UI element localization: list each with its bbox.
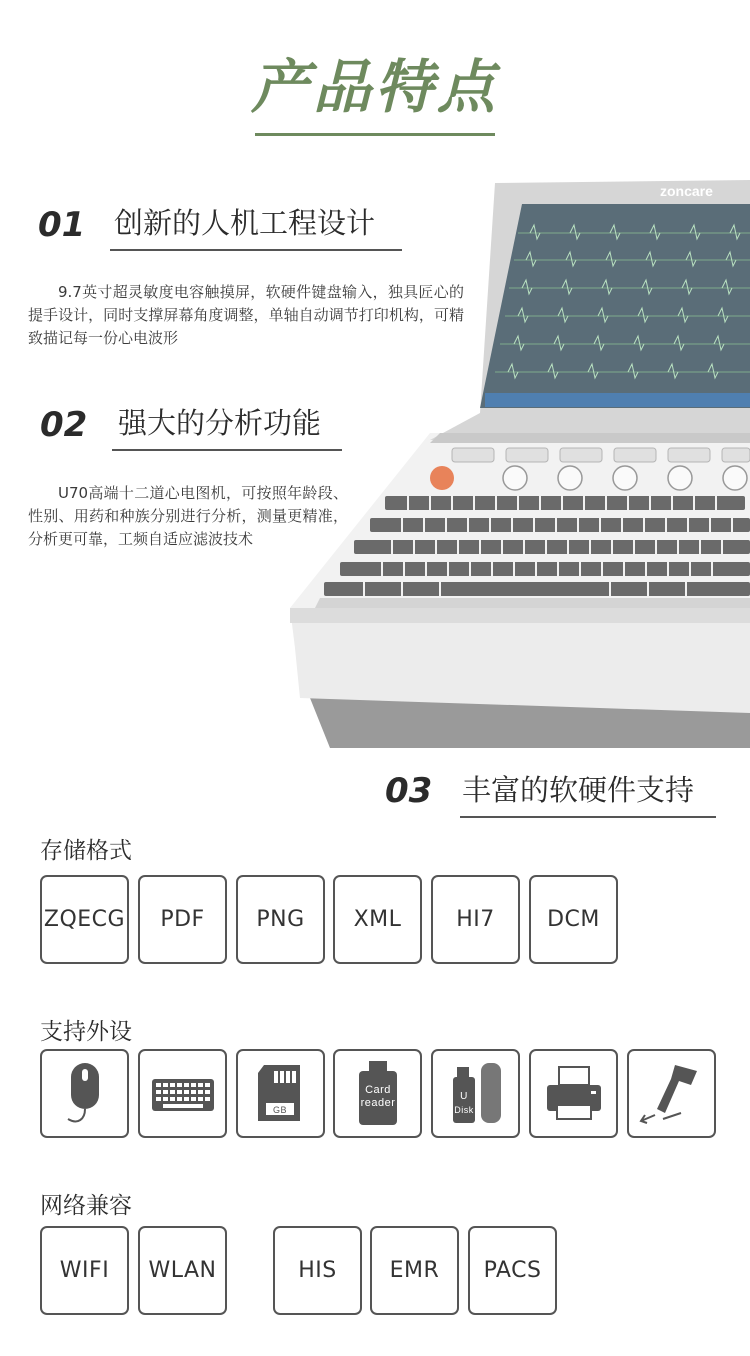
title-underline	[255, 133, 495, 136]
ecg-device-image	[290, 178, 750, 748]
card-reader-icon	[333, 1049, 422, 1138]
network-badge: HIS	[273, 1226, 362, 1315]
feature-underline	[110, 249, 402, 251]
sd-card-label: GB	[272, 1104, 287, 1115]
mouse-icon	[40, 1049, 129, 1138]
feature-number: 02	[40, 405, 88, 445]
feature-title: 丰富的软硬件支持	[462, 773, 695, 807]
feature-description: 9.7英寸超灵敏度电容触摸屏，软硬件键盘输入，独具匠心的提手设计，同时支撑屏幕角度调整，单轴自动调节打印机构，可精致描记每一份心电波形	[28, 283, 464, 347]
printer-icon	[529, 1049, 618, 1138]
feature-title: 创新的人机工程设计	[114, 206, 376, 240]
page-title: 产品特点	[250, 53, 499, 121]
usb-disk-icon	[431, 1049, 520, 1138]
svg-text:reader: reader	[360, 1096, 395, 1109]
feature-title: 强大的分析功能	[118, 406, 322, 440]
feature-underline	[112, 449, 342, 451]
feature-number: 01	[38, 205, 86, 245]
format-badge: DCM	[529, 875, 618, 964]
usb-disk-label: U	[459, 1090, 468, 1102]
network-badge: PACS	[468, 1226, 557, 1315]
feature-underline	[460, 816, 716, 818]
format-badge: PDF	[138, 875, 227, 964]
network-badge: WLAN	[138, 1226, 227, 1315]
feature-description: U70高端十二道心电图机，可按照年龄段、性别、用药和种族分别进行分析，测量更精准，分析更可靠，工频自适应滤波技术	[28, 484, 348, 548]
format-badge: PNG	[236, 875, 325, 964]
storage-label: 存储格式	[40, 838, 132, 864]
brand-logo: zoncare	[660, 183, 713, 199]
peripherals-label: 支持外设	[40, 1019, 132, 1045]
keyboard-icon	[138, 1049, 227, 1138]
network-label: 网络兼容	[40, 1193, 132, 1219]
format-badge: XML	[333, 875, 422, 964]
card-reader-label: Card	[364, 1083, 391, 1096]
network-badge: WIFI	[40, 1226, 129, 1315]
svg-text:Disk: Disk	[453, 1104, 474, 1115]
feature-number: 03	[385, 771, 433, 811]
network-badge: EMR	[370, 1226, 459, 1315]
format-badge: ZQECG	[40, 875, 129, 964]
format-badge: HI7	[431, 875, 520, 964]
sd-card-icon	[236, 1049, 325, 1138]
barcode-scanner-icon	[627, 1049, 716, 1138]
